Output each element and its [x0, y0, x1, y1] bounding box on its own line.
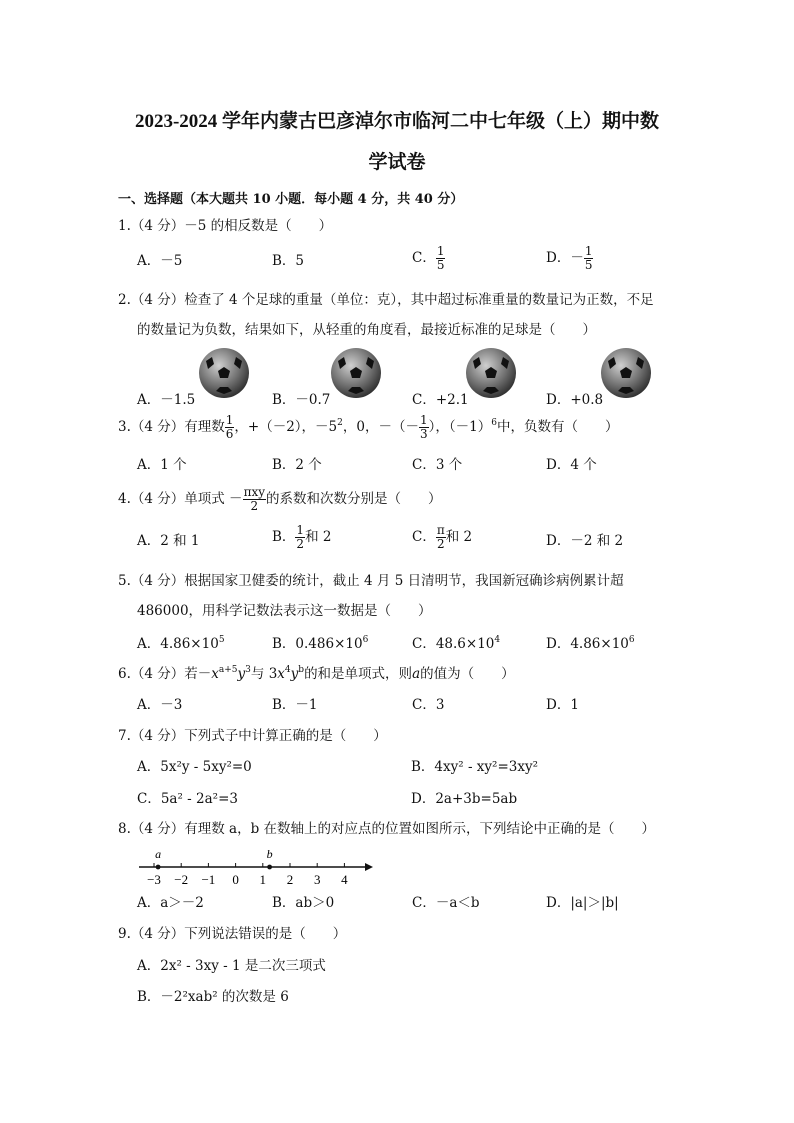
- number-line-tick-label: −2: [174, 872, 189, 887]
- fraction-numerator: πxy: [243, 485, 265, 499]
- variable: y: [237, 666, 246, 682]
- question-7-option-d: D．2a+3b=5ab: [411, 791, 518, 807]
- question-1-option-d: [546, 245, 593, 272]
- fraction-denominator: 2: [296, 537, 305, 551]
- soccer-ball-icon: [600, 347, 652, 399]
- question-9-option-a: A．2x² - 3xy - 1 是二次三项式: [137, 958, 326, 974]
- variable: a: [412, 666, 421, 682]
- question-6-option-b: B．－1: [272, 697, 318, 713]
- question-1-option-b: B．5: [272, 253, 305, 269]
- point-a-label: a: [155, 847, 162, 861]
- question-8-option-b: B．ab＞0: [272, 895, 335, 911]
- question-3-option-d: D．4 个: [546, 457, 597, 473]
- soccer-ball-icon: [330, 347, 382, 399]
- fraction-numerator: 1: [419, 413, 428, 427]
- exponent: 6: [362, 635, 369, 645]
- question-5-option-b: [272, 634, 368, 654]
- exponent: 4: [494, 635, 501, 645]
- point-b-label: b: [266, 847, 273, 861]
- question-7-option-b: B．4xy² - xy²=3xy²: [411, 759, 539, 775]
- option-suffix: 和 2: [445, 529, 473, 545]
- variable: y: [290, 666, 299, 682]
- question-4-option-d: D．－2 和 2: [546, 533, 624, 549]
- option-c-prefix: C．: [412, 250, 436, 266]
- fraction: [243, 486, 266, 513]
- question-7-stem: 7.（4 分）下列式子中计算正确的是（ ）: [118, 728, 387, 744]
- stem-text: 3.（4 分）有理数: [118, 419, 225, 435]
- question-6-option-a: A．－3: [137, 697, 183, 713]
- fraction-numerator: π: [436, 523, 445, 537]
- point-a: [156, 865, 161, 870]
- question-2-option-a: A．－1.5: [137, 392, 196, 408]
- question-1-option-a: A．－5: [137, 253, 183, 269]
- question-2-line1: 2.（4 分）检查了 4 个足球的重量（单位：克），其中超过标准重量的数量记为正数，不足: [118, 292, 654, 308]
- question-8-stem: 8.（4 分）有理数 a，b 在数轴上的对应点的位置如图所示，下列结论中正确的是（ ）: [118, 821, 656, 837]
- question-9-stem: 9.（4 分）下列说法错误的是（ ）: [118, 926, 347, 942]
- section-heading: 一、选择题（本大题共 10 小题．每小题 4 分，共 40 分）: [118, 192, 464, 207]
- option-text: B．0.486×10: [272, 636, 363, 652]
- stem-text: 的和是单项式，则: [304, 666, 413, 682]
- option-d-prefix: D．－: [546, 250, 584, 266]
- stem-text: 的值为（ ）: [420, 666, 515, 682]
- stem-text: 与 3: [250, 666, 278, 682]
- stem-text: ，0，－（－: [342, 419, 419, 435]
- option-prefix: B．: [272, 529, 296, 545]
- question-7-option-c: C．5a² - 2a²=3: [137, 791, 238, 807]
- option-text: A．4.86×10: [137, 636, 219, 652]
- page-title-line1: 2023-2024 学年内蒙古巴彦淖尔市临河二中七年级（上）期中数: [134, 111, 660, 132]
- question-6-stem: [118, 664, 515, 684]
- fraction: [584, 245, 594, 272]
- fraction-numerator: 1: [436, 244, 445, 258]
- fraction: [295, 524, 305, 551]
- question-4-option-b: [272, 524, 331, 551]
- stem-text: 中，负数有（ ）: [496, 419, 619, 435]
- variable: x: [211, 666, 219, 682]
- stem-text: ，+（－2），－5: [234, 419, 338, 435]
- fraction-denominator: 3: [419, 427, 428, 441]
- fraction-denominator: 5: [584, 258, 593, 272]
- page-title-line2: 学试卷: [368, 152, 426, 173]
- question-3-option-a: A．1 个: [137, 457, 187, 473]
- question-4-option-a: A．2 和 1: [137, 533, 200, 549]
- question-5-option-a: [137, 634, 225, 654]
- exponent: 3: [245, 665, 251, 675]
- number-line-diagram: [137, 843, 377, 887]
- number-line-tick-label: −3: [147, 872, 161, 887]
- exponent: 2: [337, 418, 343, 428]
- stem-text: 6.（4 分）若－: [118, 666, 212, 682]
- option-suffix: 和 2: [305, 529, 332, 545]
- fraction: [436, 245, 446, 272]
- question-8-option-a: A．a＞－2: [137, 895, 204, 911]
- fraction-denominator: 6: [225, 427, 234, 441]
- number-line-tick-label: 0: [232, 872, 239, 887]
- question-8-option-d: D．|a|＞|b|: [546, 895, 619, 911]
- question-1-option-c: [412, 245, 445, 272]
- stem-text: 的系数和次数分别是（ ）: [266, 491, 442, 507]
- question-6-option-d: D．1: [546, 697, 579, 713]
- question-9-option-b: B．－2²xab² 的次数是 6: [137, 989, 289, 1005]
- arrow-right-icon: [365, 863, 373, 871]
- exponent: 6: [628, 635, 635, 645]
- question-2-line2: 的数量记为负数，结果如下，从轻重的角度看，最接近标准的足球是（ ）: [137, 322, 596, 338]
- fraction: [436, 524, 446, 551]
- stem-text: ），（－1）: [428, 419, 492, 435]
- variable: x: [277, 666, 285, 682]
- exponent: 4: [284, 665, 291, 675]
- question-5-line2: 486000，用科学记数法表示这一数据是（ ）: [137, 603, 432, 619]
- option-text: C．48.6×10: [412, 636, 495, 652]
- question-3-stem: [118, 414, 618, 441]
- question-6-option-c: C．3: [412, 697, 445, 713]
- question-5-option-c: [412, 634, 500, 654]
- number-line-tick-label: 3: [313, 872, 321, 887]
- question-5-option-d: [546, 634, 635, 654]
- question-3-option-b: B．2 个: [272, 457, 322, 473]
- point-b: [267, 865, 272, 870]
- soccer-ball-icon: [465, 347, 517, 399]
- exponent: 5: [218, 635, 225, 645]
- fraction-denominator: 5: [436, 258, 445, 272]
- number-line-tick-label: −1: [201, 872, 216, 887]
- stem-text: 4.（4 分）单项式 －: [118, 491, 243, 507]
- fraction-denominator: 2: [250, 499, 259, 513]
- fraction: [225, 414, 235, 441]
- option-text: D．4.86×10: [546, 636, 629, 652]
- fraction-numerator: 1: [584, 244, 593, 258]
- question-7-option-a: A．5x²y - 5xy²=0: [137, 759, 252, 775]
- exponent: a+5: [218, 665, 238, 675]
- fraction: [419, 414, 429, 441]
- question-3-option-c: C．3 个: [412, 457, 463, 473]
- question-4-option-c: [412, 524, 472, 551]
- question-8-option-c: C．－a＜b: [412, 895, 480, 911]
- fraction-denominator: 2: [436, 537, 445, 551]
- question-2-option-b: B．－0.7: [272, 392, 331, 408]
- fraction-numerator: 1: [225, 413, 234, 427]
- number-line-tick-label: 2: [286, 872, 294, 887]
- number-line-tick-label: 1: [259, 872, 267, 887]
- question-4-stem: [118, 486, 442, 513]
- question-1-stem: 1.（4 分）－5 的相反数是（ ）: [118, 218, 333, 234]
- exponent: b: [298, 665, 305, 675]
- question-2-option-d: D．+0.8: [546, 392, 604, 408]
- question-5-line1: 5.（4 分）根据国家卫健委的统计，截止 4 月 5 日清明节，我国新冠确诊病例累计超: [118, 573, 624, 589]
- exponent: 6: [491, 418, 497, 428]
- question-2-option-c: C．+2.1: [412, 392, 469, 408]
- soccer-ball-icon: [198, 347, 250, 399]
- fraction-numerator: 1: [296, 523, 305, 537]
- number-line-tick-label: 4: [341, 872, 348, 887]
- option-prefix: C．: [412, 529, 436, 545]
